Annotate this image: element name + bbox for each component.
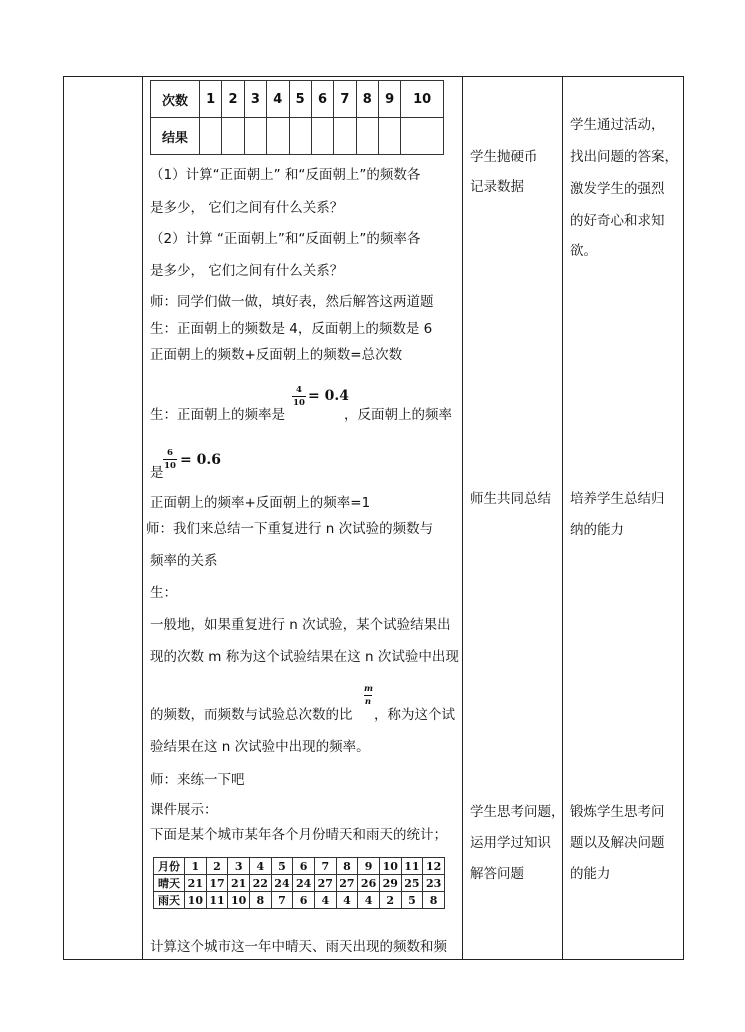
trial-number: 9 [379, 81, 401, 118]
trial-number: 10 [401, 81, 444, 118]
courseware-label: 课件展示： [150, 802, 218, 818]
definition-line-3-pre: 的频数，而频数与试验总次数的比 [150, 707, 353, 723]
fraction-2-value: = 0.6 [180, 452, 221, 468]
month-cell: 6 [293, 858, 315, 875]
rainy-cell: 5 [401, 892, 423, 909]
fraction-numerator: 4 [296, 385, 302, 395]
fraction-1-value: = 0.4 [308, 388, 349, 404]
sunny-cell: 24 [271, 875, 293, 892]
city-intro: 下面是某个城市某年各个月份晴天和雨天的统计； [150, 827, 447, 843]
result-row-header: 结果 [151, 118, 200, 155]
result-cell [200, 118, 222, 155]
fraction-denominator: 10 [164, 461, 176, 471]
fraction-m-n [364, 684, 372, 707]
sunny-label: 晴天 [154, 875, 185, 892]
definition-line-2: 现的次数 m 称为这个试验结果在这 n 次试验中出现 [150, 649, 459, 665]
result-cell [311, 118, 333, 155]
month-label: 月份 [154, 858, 185, 875]
trial-number: 2 [222, 81, 244, 118]
month-cell: 12 [423, 858, 445, 875]
intent-1-line-3: 激发学生的强烈 [570, 181, 665, 197]
fraction-4-10 [292, 385, 306, 408]
month-cell: 8 [336, 858, 358, 875]
student-answer-3: 生： [150, 585, 177, 601]
fraction-6-10 [163, 448, 177, 471]
activity-3-line-3: 解答问题 [470, 866, 524, 882]
fraction-numerator: 6 [167, 448, 173, 458]
sunny-cell: 22 [249, 875, 271, 892]
fraction-bar [292, 396, 306, 397]
weather-table [153, 857, 445, 909]
activity-1-line-2: 记录数据 [470, 179, 524, 195]
student-answer-2-pre: 生：正面朝上的频率是 [150, 407, 285, 423]
sunny-cell: 21 [185, 875, 207, 892]
col-divider-2 [462, 76, 463, 960]
frame-top [63, 76, 683, 77]
trial-number: 5 [289, 81, 311, 118]
intent-3-line-3: 的能力 [570, 866, 611, 882]
rainy-label: 雨天 [154, 892, 185, 909]
intent-2-line-2: 纳的能力 [570, 522, 624, 538]
intent-1-line-1: 学生通过活动， [570, 117, 665, 133]
activity-3-line-1: 学生思考问题， [470, 804, 565, 820]
result-cell [244, 118, 266, 155]
intent-1-line-2: 找出问题的答案， [570, 149, 678, 165]
sunny-cell: 29 [379, 875, 401, 892]
result-cell [401, 118, 444, 155]
activity-2: 师生共同总结 [470, 491, 551, 507]
sum-count-text: 正面朝上的频数+反面朝上的频数=总次数 [150, 347, 403, 363]
student-answer-2-post: ，反面朝上的频率 [344, 407, 452, 423]
rainy-cell: 10 [228, 892, 250, 909]
sunny-cell: 27 [336, 875, 358, 892]
intent-1-line-5: 欲。 [570, 243, 597, 259]
intent-2-line-1: 培养学生总结归 [570, 491, 665, 507]
sunny-cell: 24 [293, 875, 315, 892]
rainy-cell: 2 [379, 892, 401, 909]
is-label: 是 [150, 465, 164, 481]
table-row [154, 875, 445, 892]
intent-3-line-2: 题以及解决问题 [570, 835, 665, 851]
trial-number: 3 [244, 81, 266, 118]
table-row [154, 858, 445, 875]
result-cell [267, 118, 289, 155]
fraction-denominator: n [364, 697, 372, 707]
sunny-cell: 27 [314, 875, 336, 892]
trial-number: 6 [311, 81, 333, 118]
activity-3-line-2: 运用学过知识 [470, 835, 551, 851]
month-cell: 4 [249, 858, 271, 875]
frame-bottom [63, 959, 683, 960]
month-cell: 7 [314, 858, 336, 875]
table-row [151, 81, 444, 118]
fraction-bar [364, 695, 372, 696]
rainy-cell: 4 [358, 892, 380, 909]
coin-trial-table [150, 80, 444, 155]
rainy-cell: 4 [314, 892, 336, 909]
fraction-numerator: m [364, 684, 373, 694]
rainy-cell: 10 [185, 892, 207, 909]
rainy-cell: 7 [271, 892, 293, 909]
sunny-cell: 26 [358, 875, 380, 892]
month-cell: 11 [401, 858, 423, 875]
rainy-cell: 4 [336, 892, 358, 909]
fraction-denominator: 10 [293, 398, 305, 408]
table-row [154, 892, 445, 909]
month-cell: 10 [379, 858, 401, 875]
intent-1-line-4: 的好奇心和求知 [570, 213, 665, 229]
sum-frequency-text: 正面朝上的频率+反面朝上的频率=1 [150, 495, 371, 511]
student-answer-1: 生：正面朝上的频数是 4，反面朝上的频数是 6 [150, 321, 433, 337]
month-cell: 5 [271, 858, 293, 875]
sunny-cell: 23 [423, 875, 445, 892]
question-bottom: 计算这个城市这一年中晴天、雨天出现的频数和频 [150, 939, 447, 955]
sunny-cell: 25 [401, 875, 423, 892]
trial-number: 8 [356, 81, 378, 118]
question-2-line-2: 是多少， 它们之间有什么关系？ [150, 263, 344, 279]
question-2-line-1: （2）计算 “正面朝上”和“反面朝上”的频率各 [150, 231, 421, 247]
table-row [151, 118, 444, 155]
intent-3-line-1: 锻炼学生思考问 [570, 804, 665, 820]
question-1-line-1: （1）计算“正面朝上” 和“反面朝上”的频数各 [150, 167, 421, 183]
month-cell: 1 [185, 858, 207, 875]
frame-left [63, 76, 64, 960]
month-cell: 2 [206, 858, 228, 875]
trial-row-header: 次数 [151, 81, 200, 118]
rainy-cell: 11 [206, 892, 228, 909]
trial-number: 1 [200, 81, 222, 118]
fraction-bar [163, 459, 177, 460]
month-cell: 9 [358, 858, 380, 875]
rainy-cell: 8 [423, 892, 445, 909]
col-divider-3 [562, 76, 563, 960]
trial-number: 4 [267, 81, 289, 118]
col-divider-1 [142, 76, 143, 960]
question-1-line-2: 是多少， 它们之间有什么关系？ [150, 200, 344, 216]
result-cell [334, 118, 356, 155]
definition-line-1: 一般地，如果重复进行 n 次试验，某个试验结果出 [150, 617, 451, 633]
teacher-prompt-1: 师：同学们做一做，填好表，然后解答这两道题 [150, 294, 434, 310]
rainy-cell: 8 [249, 892, 271, 909]
frame-right [683, 76, 684, 960]
teacher-prompt-2-line-1: 师：我们来总结一下重复进行 n 次试验的频数与 [146, 521, 434, 537]
result-cell [289, 118, 311, 155]
definition-line-3-post: ，称为这个试 [374, 707, 455, 723]
teacher-prompt-3: 师：来练一下吧 [150, 772, 245, 788]
activity-1-line-1: 学生抛硬币 [470, 149, 538, 165]
trial-number: 7 [334, 81, 356, 118]
result-cell [379, 118, 401, 155]
teacher-prompt-2-line-2: 频率的关系 [150, 553, 218, 569]
sunny-cell: 17 [206, 875, 228, 892]
result-cell [222, 118, 244, 155]
sunny-cell: 21 [228, 875, 250, 892]
month-cell: 3 [228, 858, 250, 875]
rainy-cell: 6 [293, 892, 315, 909]
definition-line-4: 验结果在这 n 次试验中出现的频率。 [150, 739, 370, 755]
result-cell [356, 118, 378, 155]
